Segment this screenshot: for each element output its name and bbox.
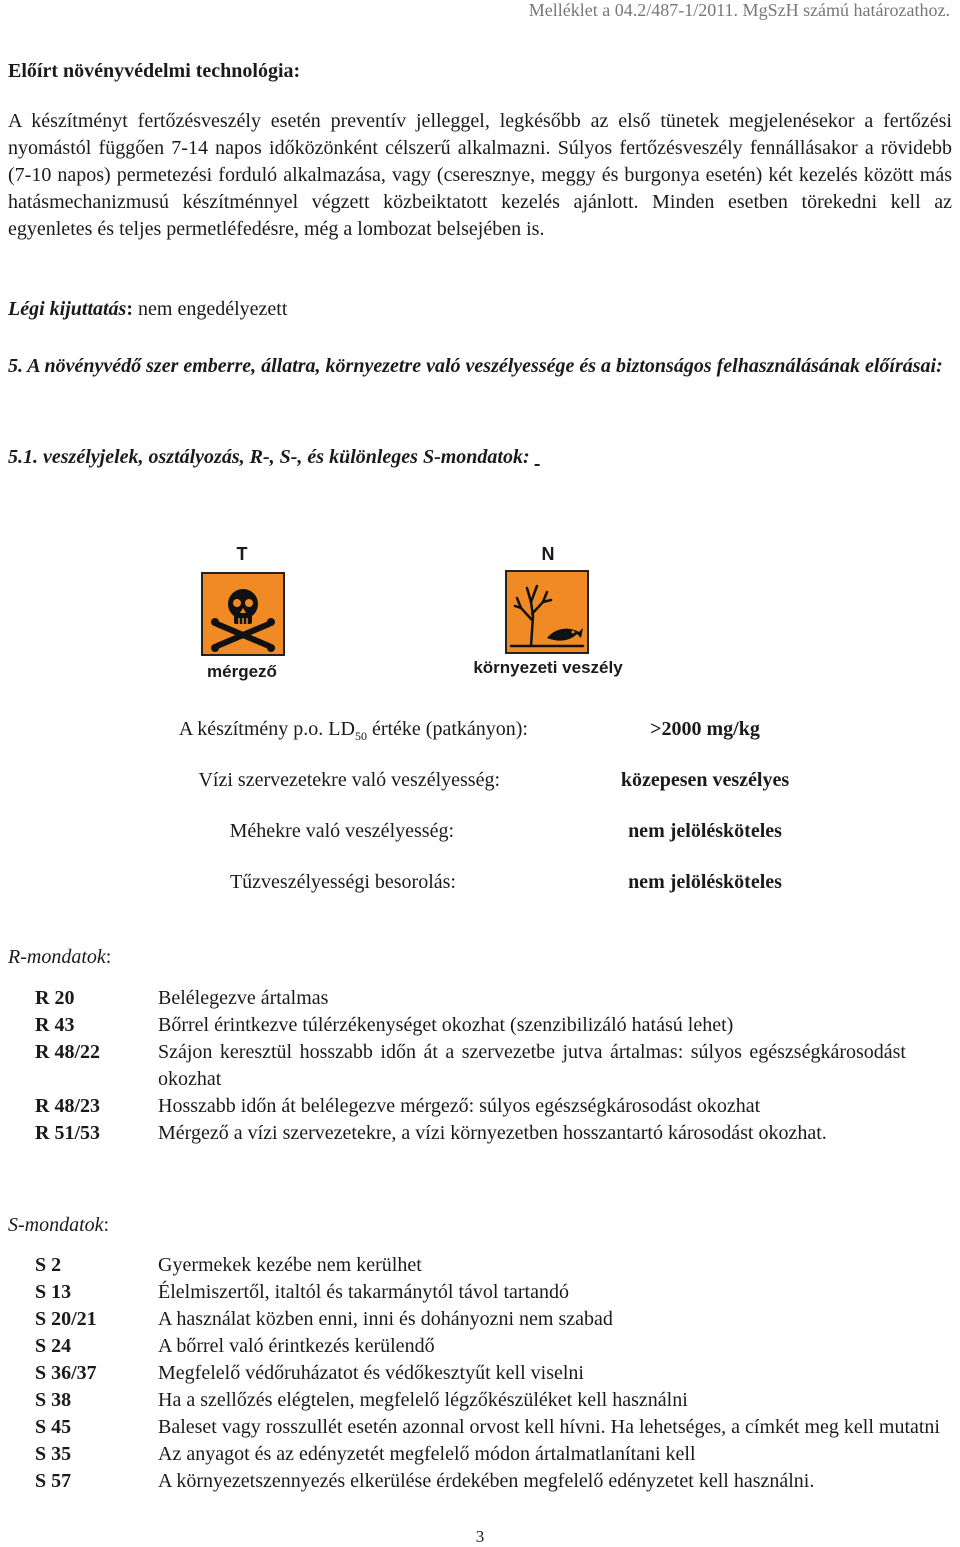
list-item: S 20/21 A használat közben enni, inni és dohányozni nem szabad (35, 1308, 613, 1330)
hazard-symbol-environment (458, 544, 638, 684)
section5-title: 5. A növényvédő szer emberre, állatra, környezetre való veszélyessége és a biztonságos felhasználásának előírásai: (8, 355, 943, 377)
technology-paragraph: A készítményt fertőzésveszély esetén preventív jelleggel, legkésőbb az első tünetek megjelenésekor a fertőzési nyomástól függően 7-14 napos időközönként célszerű alkalmazni. Súlyos fertőzésveszély fennállásakor a rövidebb (7-10 napos) permetezési forduló alkalmazása, vagy (cseresznye, meggy és burgonya esetén) két kezelés között más hatásmechanizmusú készítménnyel végzett közbeiktatott kezelés ajánlott. Minden esetben törekedni kell az egyenletes és teljes permetléfedésre, még a lombozat belsejében is. (8, 110, 952, 240)
list-item: S 38 Ha a szellőzés elégtelen, megfelelő légzőkészüléket kell használni (35, 1389, 688, 1411)
symbol-letter-n: N (541, 544, 555, 564)
list-item: S 2 Gyermekek kezébe nem kerülhet (35, 1254, 422, 1276)
section5-1-text: 5.1. veszélyjelek, osztályozás, R-, S-, és különleges S-mondatok: (8, 446, 535, 468)
technology-title: Előírt növényvédelmi technológia: (8, 60, 301, 82)
list-item: S 24 A bőrrel való érintkezés kerülendő (35, 1335, 435, 1357)
symbol-caption-toxic: mérgező (207, 662, 277, 681)
symbol-caption-environment: környezeti veszély (473, 658, 623, 677)
page-number: 3 (475, 1527, 485, 1546)
list-item: S 36/37 Megfelelő védőruházatot és védőkesztyűt kell viselni (35, 1362, 584, 1384)
aerial-label: Légi kijuttatás (8, 298, 127, 320)
dead-tree-fish-icon (505, 570, 589, 654)
aquatic-label: Vízi szervezetekre való veszélyesség: (198, 769, 500, 791)
hazard-properties (0, 718, 960, 898)
aerial-application (8, 298, 287, 321)
ld50-value: >2000 mg/kg (650, 718, 760, 740)
bee-label: Méhekre való veszélyesség: (229, 820, 454, 842)
ld50-label: A készítmény p.o. $LD_{50}$ értéke (patkányon): (178, 718, 528, 743)
bee-value: nem jelölésköteles (628, 820, 782, 842)
list-item: S 13 Élelmiszertől, italtól és takarmánytól távol tartandó (35, 1281, 569, 1303)
list-item: R 51/53 Mérgező a vízi szervezetekre, a vízi környezetben hosszantartó károsodást okozhat. (35, 1122, 827, 1144)
hazard-symbol-toxic (180, 544, 304, 684)
s-phrases-list (35, 1252, 955, 1495)
list-item: R 20 Belélegezve ártalmas (35, 987, 329, 1009)
skull-crossbones-icon (201, 572, 285, 656)
list-item: R 48/22 Szájon keresztül hosszabb időn át a szervezetbe jutva ártalmas: súlyos egészségkárosodást okozhat (35, 1041, 906, 1090)
aquatic-value: közepesen veszélyes (620, 769, 790, 791)
list-item: S 57 A környezetszennyezés elkerülése érdekében megfelelő edényzetet kell használni. (35, 1470, 815, 1492)
fire-value: nem jelölésköteles (628, 871, 782, 893)
list-item: R 43 Bőrrel érintkezve túlérzékenységet okozhat (szenzibilizáló hatású lehet) (35, 1014, 734, 1036)
annex-reference: Melléklet a 04.2/487-1/2011. MgSzH számú határozathoz. (528, 0, 950, 20)
symbol-letter-t: T (236, 544, 248, 564)
aerial-value: nem engedélyezett (133, 298, 288, 320)
s-phrases-title: S-mondatok: (8, 1214, 110, 1236)
aerial-colon: : (126, 298, 134, 320)
section5-1-title (8, 446, 540, 469)
list-item: S 45 Baleset vagy rosszullét esetén azonnal orvost kell hívni. Ha lehetséges, a címkét meg kell mutatni (35, 1416, 940, 1438)
r-phrases-title: R-mondatok: (8, 946, 112, 968)
fire-label: Tűzveszélyességi besorolás: (229, 871, 456, 893)
list-item: R 48/23 Hosszabb időn át belélegezve mérgező: súlyos egészségkárosodást okozhat (35, 1095, 761, 1117)
list-item: S 35 Az anyagot és az edényzetét megfelelő módon ártalmatlanítani kell (35, 1443, 696, 1465)
r-phrases-list (35, 985, 955, 1147)
